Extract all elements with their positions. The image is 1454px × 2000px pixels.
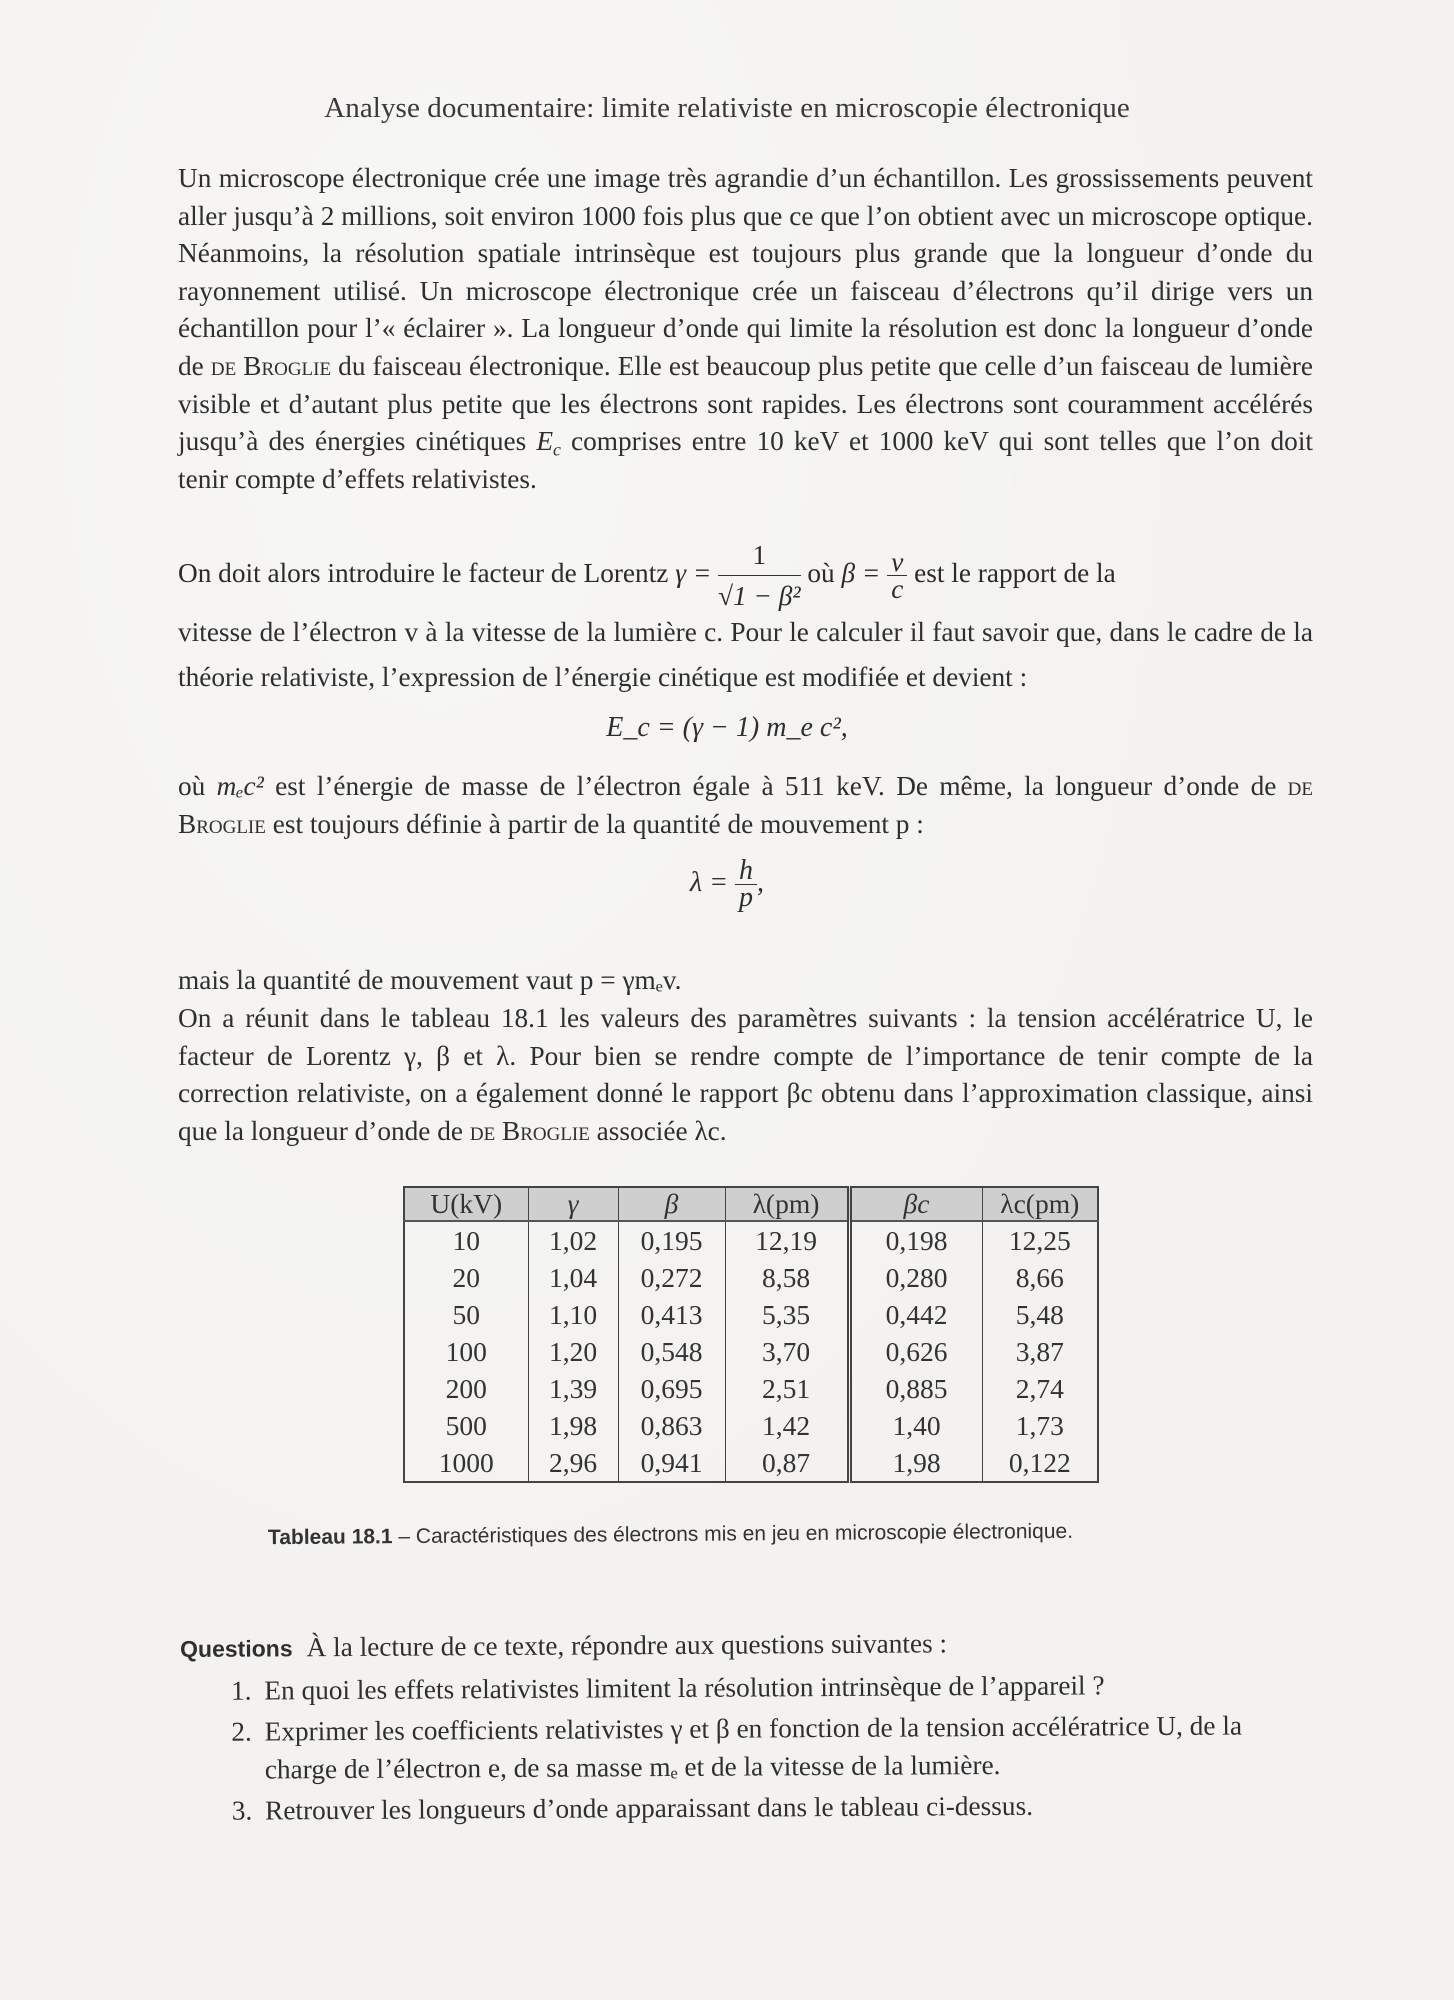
table-cell: 100 — [445, 1336, 487, 1367]
table-cell: 20 — [452, 1262, 480, 1293]
table-cell: 10 — [452, 1225, 480, 1256]
header-lambda: λ(pm) — [725, 1187, 849, 1221]
table-cell: 1,20 — [528, 1333, 618, 1370]
gamma-denominator: √1 − β² — [718, 581, 801, 611]
table-header-row — [404, 1187, 1098, 1221]
table-cell: 0,198 — [849, 1221, 982, 1259]
table-cell: 5,35 — [725, 1296, 849, 1333]
table-cell: 0,413 — [618, 1296, 725, 1333]
question-item: 3. Retrouver les longueurs d’onde apparaissant dans le tableau ci-dessus. — [259, 1786, 1321, 1830]
table-cell: 8,66 — [982, 1259, 1098, 1296]
gamma-numerator: 1 — [718, 535, 800, 576]
table-row — [404, 1370, 1098, 1407]
table-cell: 0,280 — [849, 1259, 982, 1296]
ec-subscript: c — [553, 439, 561, 460]
mass-text-2: est l’énergie de masse de l’électron égale à 511 keV. De même, la longueur d’onde de — [263, 771, 1288, 801]
table-cell: 12,19 — [725, 1221, 849, 1259]
lambda-denominator: p — [739, 882, 754, 913]
mass-text-3: est toujours définie à partir de la quantité de mouvement p : — [265, 808, 924, 839]
electron-characteristics-table — [403, 1186, 1099, 1483]
header-lambda-c: λc(pm) — [982, 1187, 1098, 1221]
caption-text: – Caractéristiques des électrons mis en jeu en microscopie électronique. — [392, 1519, 1074, 1549]
beta-denominator: c — [891, 574, 904, 604]
table-cell: 0,442 — [849, 1296, 982, 1333]
lorentz-continuation — [178, 610, 1313, 700]
header-u: U(kV) — [404, 1187, 528, 1221]
table-cell: 1,73 — [982, 1407, 1098, 1444]
table-cell: 8,58 — [725, 1259, 849, 1296]
intro-text-3: comprises entre 10 keV et 1000 keV qui sont telles que l’on doit tenir compte d’effets relativistes. — [178, 426, 1314, 494]
caption-label: Tableau 18.1 — [267, 1525, 393, 1550]
table-cell: 0,941 — [618, 1444, 725, 1482]
header-gamma: γ — [528, 1187, 618, 1221]
de-broglie-name: de Broglie — [178, 771, 1313, 839]
beta-fraction — [887, 549, 907, 602]
header-beta-c: βc — [849, 1187, 982, 1221]
table-cell: 2,74 — [982, 1370, 1098, 1407]
questions-heading: Questions — [180, 1635, 293, 1662]
questions-intro: À la lecture de ce texte, répondre aux questions suivantes : — [306, 1628, 948, 1663]
ec-symbol: E — [536, 426, 554, 457]
table-cell: 0,272 — [618, 1259, 725, 1296]
gamma-equals: γ = — [675, 557, 712, 588]
questions-section — [180, 1623, 1321, 1835]
table-cell: 0,626 — [849, 1333, 982, 1370]
table-cell: 0,885 — [849, 1370, 982, 1407]
intro-text-2: du faisceau électronique. Elle est beaucoup plus petite que celle d’un faisceau de lumière visible et d’autant plus petite que les électrons sont rapides. Les électrons sont couramment accélérés jusqu’à des énergies cinétiques — [178, 350, 1314, 457]
table-cell: 1,98 — [849, 1444, 982, 1482]
table-cell: 1,04 — [528, 1259, 618, 1296]
momentum-text: mais la quantité de mouvement vaut p = γmₑv. — [178, 965, 682, 995]
table-cell: 0,863 — [618, 1407, 725, 1444]
momentum-line — [178, 962, 1313, 1000]
table-cell: 1,02 — [528, 1221, 618, 1259]
table-intro-text-1: On a réunit dans le tableau 18.1 les valeurs des paramètres suivants : la tension accélératrice U, le facteur de Lorentz γ, β et λ. Pour bien se rendre compte de l’importance de tenir compte de la correction relativiste, on a également donné le rapport βc obtenu dans l’approximation classique, ainsi que la longueur d’onde de — [178, 1003, 1313, 1146]
table-intro-paragraph — [178, 1000, 1313, 1150]
table-cell: 1000 — [438, 1447, 494, 1478]
table-row — [404, 1221, 1098, 1259]
de-broglie-name: de Broglie — [210, 350, 332, 381]
table-cell: 0,122 — [982, 1444, 1098, 1482]
table-row — [404, 1296, 1098, 1333]
table-row — [404, 1259, 1098, 1296]
gamma-fraction — [718, 535, 800, 616]
lorentz-continuation-text: vitesse de l’électron v à la vitesse de la lumière c. Pour le calculer il faut savoir que, dans le cadre de la théorie relativiste, l’expression de l’énergie cinétique est modifiée et devient : — [178, 617, 1313, 692]
table-cell: 0,195 — [618, 1221, 725, 1259]
table-cell: 12,25 — [982, 1221, 1098, 1259]
table-cell: 0,695 — [618, 1370, 725, 1407]
de-broglie-equation — [0, 855, 1454, 913]
table-cell: 0,548 — [618, 1333, 725, 1370]
table-cell: 1,10 — [528, 1296, 618, 1333]
table-cell: 1,98 — [528, 1407, 618, 1444]
table-cell: 2,51 — [725, 1370, 849, 1407]
lambda-lhs: λ = — [689, 866, 729, 898]
de-broglie-name: de Broglie — [469, 1115, 590, 1146]
mass-paragraph — [178, 768, 1313, 843]
lorentz-tail: est le rapport de la — [914, 557, 1116, 588]
lorentz-lead: On doit alors introduire le facteur de Lorentz — [178, 557, 676, 588]
question-item: 1. En quoi les effets relativistes limitent la résolution intrinsèque de l’appareil ? — [258, 1666, 1320, 1710]
intro-paragraph — [178, 160, 1313, 498]
table-row — [404, 1444, 1098, 1482]
table-cell: 2,96 — [528, 1444, 618, 1482]
beta-equals: β = — [841, 557, 881, 588]
question-item: 2. Exprimer les coefficients relativistes γ et β en fonction de la tension accélératrice U, de la charge de l’électron e, de sa masse mₑ et de la vitesse de la lumière. — [259, 1707, 1321, 1789]
table-intro-text-2: associée λc. — [589, 1115, 727, 1146]
beta-numerator: v — [887, 549, 907, 576]
table-cell: 3,87 — [982, 1333, 1098, 1370]
table-cell: 3,70 — [725, 1333, 849, 1370]
lambda-fraction — [735, 855, 757, 913]
document-title: Analyse documentaire: limite relativiste en microscopie électronique — [324, 92, 1130, 124]
table-cell: 50 — [452, 1299, 480, 1330]
header-beta: β — [618, 1187, 725, 1221]
lambda-trail: , — [757, 866, 765, 898]
table-row — [404, 1407, 1098, 1444]
mec2-symbol: mₑc² — [216, 771, 264, 801]
table-cell: 200 — [445, 1373, 487, 1404]
questions-list — [180, 1666, 1321, 1831]
table-cell: 1,40 — [849, 1407, 982, 1444]
lambda-numerator: h — [735, 858, 757, 885]
table-cell: 1,39 — [528, 1370, 618, 1407]
table-cell: 1,42 — [725, 1407, 849, 1444]
table-cell: 5,48 — [982, 1296, 1098, 1333]
mass-text-1: où — [178, 771, 217, 801]
table-row — [404, 1333, 1098, 1370]
table-cell: 0,87 — [725, 1444, 849, 1482]
table-caption — [268, 1520, 1073, 1550]
where-word: où — [807, 557, 842, 588]
kinetic-energy-equation: E_c = (γ − 1) m_e c², — [606, 712, 848, 743]
intro-text-1: Un microscope électronique crée une image très agrandie d’un échantillon. Les grossissements peuvent aller jusqu’à 2 millions, soit environ 1000 fois plus que ce que l’on obtient avec un microscope optique. Néanmoins, la résolution spatiale intrinsèque est toujours plus grande que la longueur d’onde du rayonnement utilisé. Un microscope électronique crée un faisceau d’électrons qu’il dirige vers un échantillon pour l’« éclairer ». La longueur d’onde qui limite la résolution est donc la longueur d’onde de — [178, 163, 1313, 381]
table-cell: 500 — [445, 1410, 487, 1441]
